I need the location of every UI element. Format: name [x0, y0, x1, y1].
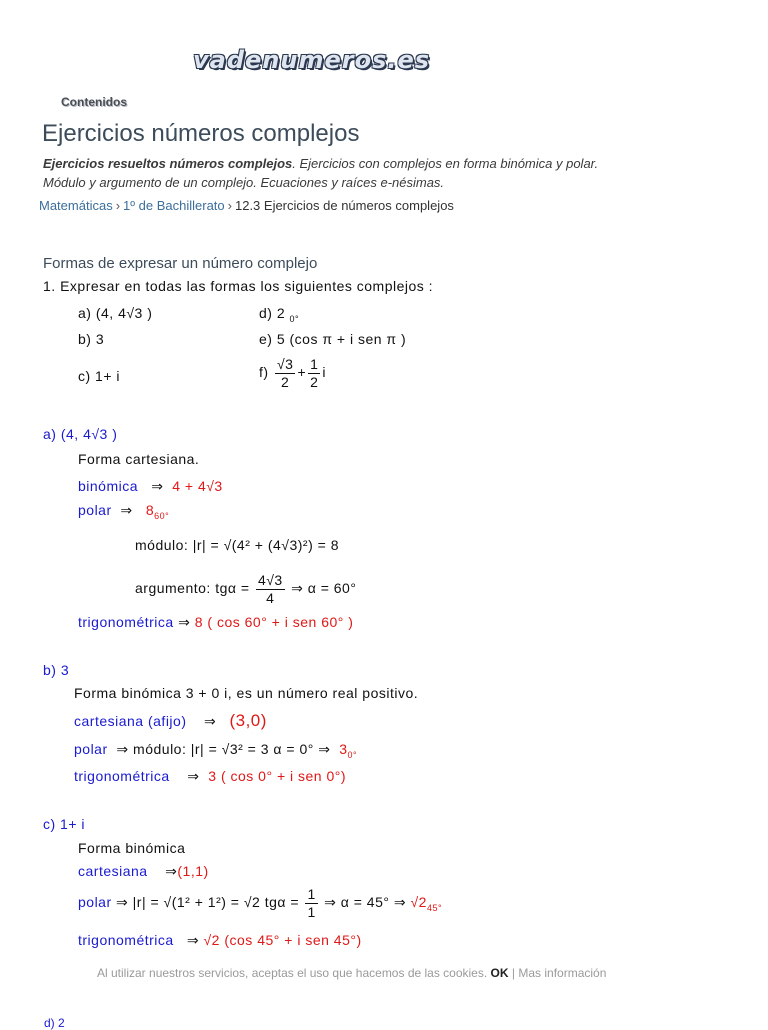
solution-b-header: b) 3: [43, 662, 70, 678]
trig-label: trigonométrica: [78, 932, 174, 948]
section-heading: Formas de expresar un número complejo: [43, 255, 318, 272]
cookie-ok-button[interactable]: OK: [490, 966, 509, 980]
fraction: [305, 886, 317, 921]
solution-a-modulo: módulo: |r| = √(4² + (4√3)²) = 8: [135, 537, 339, 553]
imaginary-unit: i: [322, 364, 327, 381]
solution-b-cartesiana: cartesiana (afijo) ⇒ (3,0): [74, 711, 267, 730]
plus-sign: +: [297, 364, 307, 381]
solution-b-trig: trigonométrica ⇒ 3 ( cos 0° + i sen 0°): [74, 768, 347, 784]
argumento-label: argumento: tgα =: [135, 580, 250, 597]
solution-c-trig: trigonométrica ⇒ √2 (cos 45° + i sen 45°): [78, 932, 362, 948]
exercise-statement: 1. Expresar en todas las formas los siguientes complejos :: [43, 278, 434, 294]
solution-a-argumento: [135, 572, 356, 607]
intro-rest: . Ejercicios con complejos en forma binómica y polar.: [292, 156, 599, 171]
fraction-denominator: 2: [281, 374, 290, 390]
polar-result: ⇒ α = 45° ⇒: [324, 894, 407, 911]
contents-link[interactable]: Contenidos: [61, 95, 127, 109]
polar-label: polar: [78, 502, 112, 518]
exercise-item-f-label: f): [259, 364, 269, 381]
solution-a-header: a) (4, 4√3 ): [43, 426, 118, 442]
exercise-item-f: [259, 356, 326, 391]
polar-label: polar: [74, 741, 108, 757]
solution-b-form: Forma binómica 3 + 0 i, es un número real positivo.: [74, 685, 419, 701]
binomica-label: binómica: [78, 478, 139, 494]
exercise-item-d-label: d) 2: [259, 305, 286, 321]
cookie-text: Al utilizar nuestros servicios, aceptas el uso que hacemos de las cookies.: [97, 966, 488, 980]
cookie-bar: [97, 966, 606, 980]
fraction-numerator: 4√3: [257, 572, 283, 588]
cartesiana-value: (1,1): [177, 863, 209, 879]
argumento-result: ⇒ α = 60°: [291, 580, 357, 597]
polar-text: ⇒ |r| = √(1² + 1²) = √2 tgα =: [116, 894, 300, 911]
breadcrumb: [39, 198, 454, 213]
polar-value: 3: [339, 741, 348, 757]
fraction-denominator: 1: [307, 904, 316, 920]
intro-line2: Módulo y argumento de un complejo. Ecuaciones y raíces e-nésimas.: [43, 175, 445, 190]
trig-value: √2 (cos 45° + i sen 45°): [203, 932, 362, 948]
trig-label: trigonométrica: [74, 768, 170, 784]
polar-value: √2: [410, 894, 427, 911]
exercise-item-d-sub: 0°: [289, 314, 300, 324]
solution-a-polar: polar ⇒ $8_{60^\circ}$: [78, 502, 170, 521]
trig-label: trigonométrica: [78, 614, 174, 630]
solution-c-polar: [78, 886, 442, 921]
cartesiana-label: cartesiana (afijo): [74, 713, 187, 729]
solution-c-cartesiana: cartesiana ⇒(1,1): [78, 863, 209, 879]
fraction-denominator: 4: [266, 590, 275, 606]
page-title: Ejercicios números complejos: [42, 120, 360, 147]
breadcrumb-separator: ›: [115, 198, 121, 213]
breadcrumb-current: 12.3 Ejercicios de números complejos: [234, 198, 454, 213]
site-logo[interactable]: vadenumeros.es: [193, 46, 431, 74]
intro-bold: Ejercicios resueltos números complejos: [43, 156, 293, 171]
polar-subscript: 45°: [426, 903, 443, 914]
polar-subscript: 0°: [347, 750, 358, 760]
polar-text: ⇒ módulo: |r| = √3² = 3 α = 0° ⇒: [116, 741, 331, 757]
solution-c-form: Forma binómica: [78, 840, 186, 856]
fraction: [256, 572, 285, 607]
polar-value: 8: [145, 502, 155, 518]
polar-subscript: 60°: [154, 511, 170, 521]
exercise-item-a: a) (4, 4√3 ): [78, 305, 153, 321]
page-intro: [43, 154, 598, 192]
solution-a-trig: trigonométrica ⇒ 8 ( cos 60° + i sen 60° ): [78, 614, 354, 630]
cookie-more-info-link[interactable]: Mas información: [518, 966, 607, 980]
trig-value: 3 ( cos 0° + i sen 0°): [208, 768, 347, 784]
solution-c-header: c) 1+ i: [43, 816, 86, 832]
fraction-denominator: 2: [310, 374, 319, 390]
fraction-numerator: 1: [310, 356, 319, 372]
fraction: [308, 356, 320, 391]
breadcrumb-matematicas[interactable]: Matemáticas: [39, 198, 113, 213]
exercise-item-b: b) 3: [78, 331, 105, 347]
fraction-numerator: √3: [276, 356, 294, 372]
solution-d-header-partial: d) 2: [44, 1016, 65, 1030]
cookie-divider: |: [511, 966, 516, 980]
breadcrumb-bachillerato[interactable]: 1º de Bachillerato: [123, 198, 225, 213]
solution-b-polar: [74, 741, 357, 758]
exercise-item-e: e) 5 (cos π + i sen π ): [259, 331, 407, 347]
fraction-numerator: 1: [307, 886, 316, 902]
cartesiana-value: (3,0): [229, 711, 267, 730]
breadcrumb-separator: ›: [227, 198, 232, 213]
cartesiana-label: cartesiana: [78, 863, 148, 879]
fraction: [275, 356, 295, 391]
binomica-value: 4 + 4√3: [172, 478, 223, 494]
solution-a-binomica: binómica ⇒ 4 + 4√3: [78, 478, 223, 494]
exercise-item-c: c) 1+ i: [78, 368, 121, 384]
trig-value: 8 ( cos 60° + i sen 60° ): [194, 614, 354, 630]
exercise-item-d: [259, 305, 300, 324]
solution-a-form: Forma cartesiana.: [78, 451, 200, 467]
polar-label: polar: [78, 894, 112, 911]
